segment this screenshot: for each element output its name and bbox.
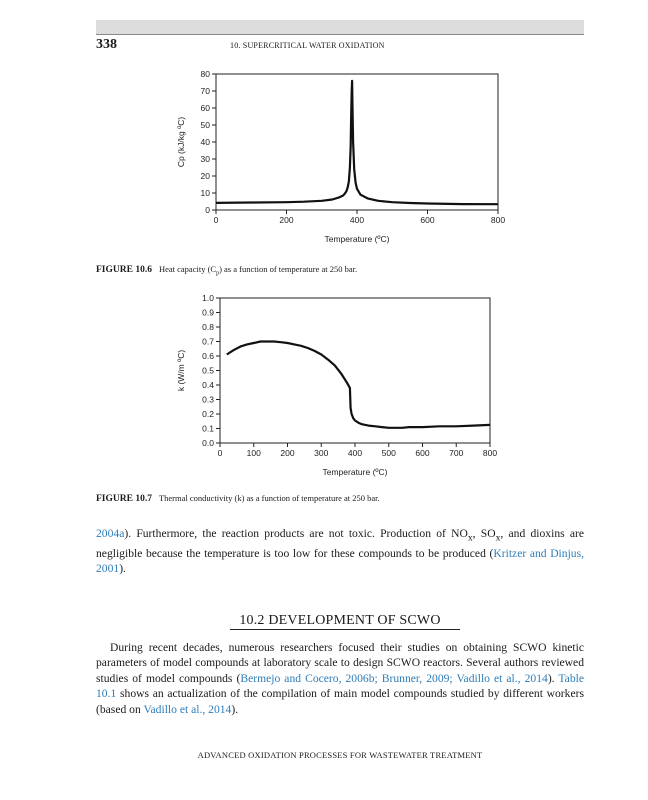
y-tick-label: 0.3 (202, 394, 214, 405)
x-tick-label: 200 (279, 215, 294, 225)
y-tick-label: 0.6 (202, 351, 214, 361)
y-tick-label: 80 (200, 69, 210, 79)
series-line-k (227, 342, 490, 428)
citation-link[interactable]: 2004a (96, 527, 125, 540)
x-tick-label: 300 (314, 448, 329, 458)
x-tick-label: 0 (217, 448, 223, 458)
page-number: 338 (96, 37, 117, 52)
y-tick-label: 0.9 (202, 307, 214, 318)
y-tick-label: 10 (200, 188, 210, 198)
citation-link[interactable]: Bermejo and Cocero, 2006b; Brunner, 2009; Vadillo et al., 2014 (240, 671, 548, 685)
y-tick-label: 0.2 (202, 409, 214, 419)
figure-label: FIGURE 10.7 (96, 494, 152, 504)
figure-10-6-caption (96, 264, 357, 277)
y-tick-label: 50 (200, 120, 210, 130)
x-tick-label: 400 (349, 215, 365, 225)
x-tick-label: 100 (246, 448, 261, 458)
paragraph-continuation: 2004a). Furthermore, the reaction products are not toxic. Production of $NO_x$, $SO_x$, and dioxins are negligible because the temperature is too low for these compounds to be produced (Kritzer and Dinjus, 2001). (96, 527, 585, 576)
figure-label: FIGURE 10.6 (96, 265, 152, 275)
page-footer: ADVANCED OXIDATION PROCESSES FOR WASTEWATER TREATMENT (197, 750, 483, 760)
x-tick-label: 800 (490, 215, 506, 225)
y-tick-label: 0.4 (202, 380, 214, 390)
x-axis-label: Temperature (ºC) (322, 467, 388, 477)
y-tick-label: 20 (200, 171, 210, 181)
paragraph-body: During recent decades, numerous researchers focused their studies on obtaining SCWO kinetic parameters of model compounds at laboratory scale to design SCWO reactors. Several authors reviewed studies of model compounds (Bermejo and Cocero, 2006b; Brunner, 2009; Vadillo et al., 2014). Table 10.1 shows an actualization of the compilation of main model compounds studied by different workers (based on Vadillo et al., 2014). (96, 641, 584, 716)
y-tick-label: 1.0 (202, 293, 214, 303)
section-rule (230, 629, 460, 630)
x-tick-label: 400 (347, 448, 363, 458)
x-tick-label: 600 (420, 215, 435, 225)
y-axis-label: Cp (kJ/kg ºC) (176, 116, 186, 168)
x-tick-label: 500 (381, 448, 396, 458)
y-tick-label: 0.8 (202, 322, 214, 332)
series-line-cp (216, 81, 498, 204)
thermal-conductivity-chart (0, 284, 648, 484)
caption-text: Thermal conductivity (k) as a function of temperature at 250 bar. (158, 493, 380, 503)
running-head: 10. SUPERCRITICAL WATER OXIDATION (230, 41, 385, 50)
figure-10-7-caption (96, 493, 380, 504)
x-axis-label: Temperature (ºC) (324, 234, 390, 244)
y-tick-label: 60 (200, 103, 210, 113)
y-tick-label: 70 (200, 86, 210, 96)
x-tick-label: 700 (449, 448, 464, 458)
y-tick-label: 30 (200, 154, 210, 164)
header-rule (96, 34, 584, 35)
header-bar (96, 20, 584, 34)
section-heading: 10.2 DEVELOPMENT OF SCWO (239, 613, 441, 628)
y-axis-label: k (W/m ºC) (176, 349, 186, 392)
y-tick-label: 0.1 (202, 423, 214, 434)
heat-capacity-chart (0, 60, 648, 260)
y-tick-label: 0.0 (202, 438, 214, 448)
citation-link[interactable]: Vadillo et al., 2014 (143, 702, 232, 716)
y-tick-label: 0 (205, 205, 210, 215)
caption-text: Heat capacity $(C_p)$ as a function of temperature at 250 bar. (158, 264, 358, 277)
citation-link[interactable]: Kritzer and Dinjus, 2001 (96, 546, 585, 576)
y-tick-label: 0.7 (202, 336, 214, 347)
y-tick-label: 0.5 (202, 365, 214, 376)
x-tick-label: 800 (482, 448, 498, 458)
table-link[interactable]: Table 10.1 (96, 671, 584, 701)
x-tick-label: 0 (213, 215, 219, 225)
x-tick-label: 200 (280, 448, 295, 458)
y-tick-label: 40 (200, 137, 210, 147)
x-tick-label: 600 (415, 448, 430, 458)
